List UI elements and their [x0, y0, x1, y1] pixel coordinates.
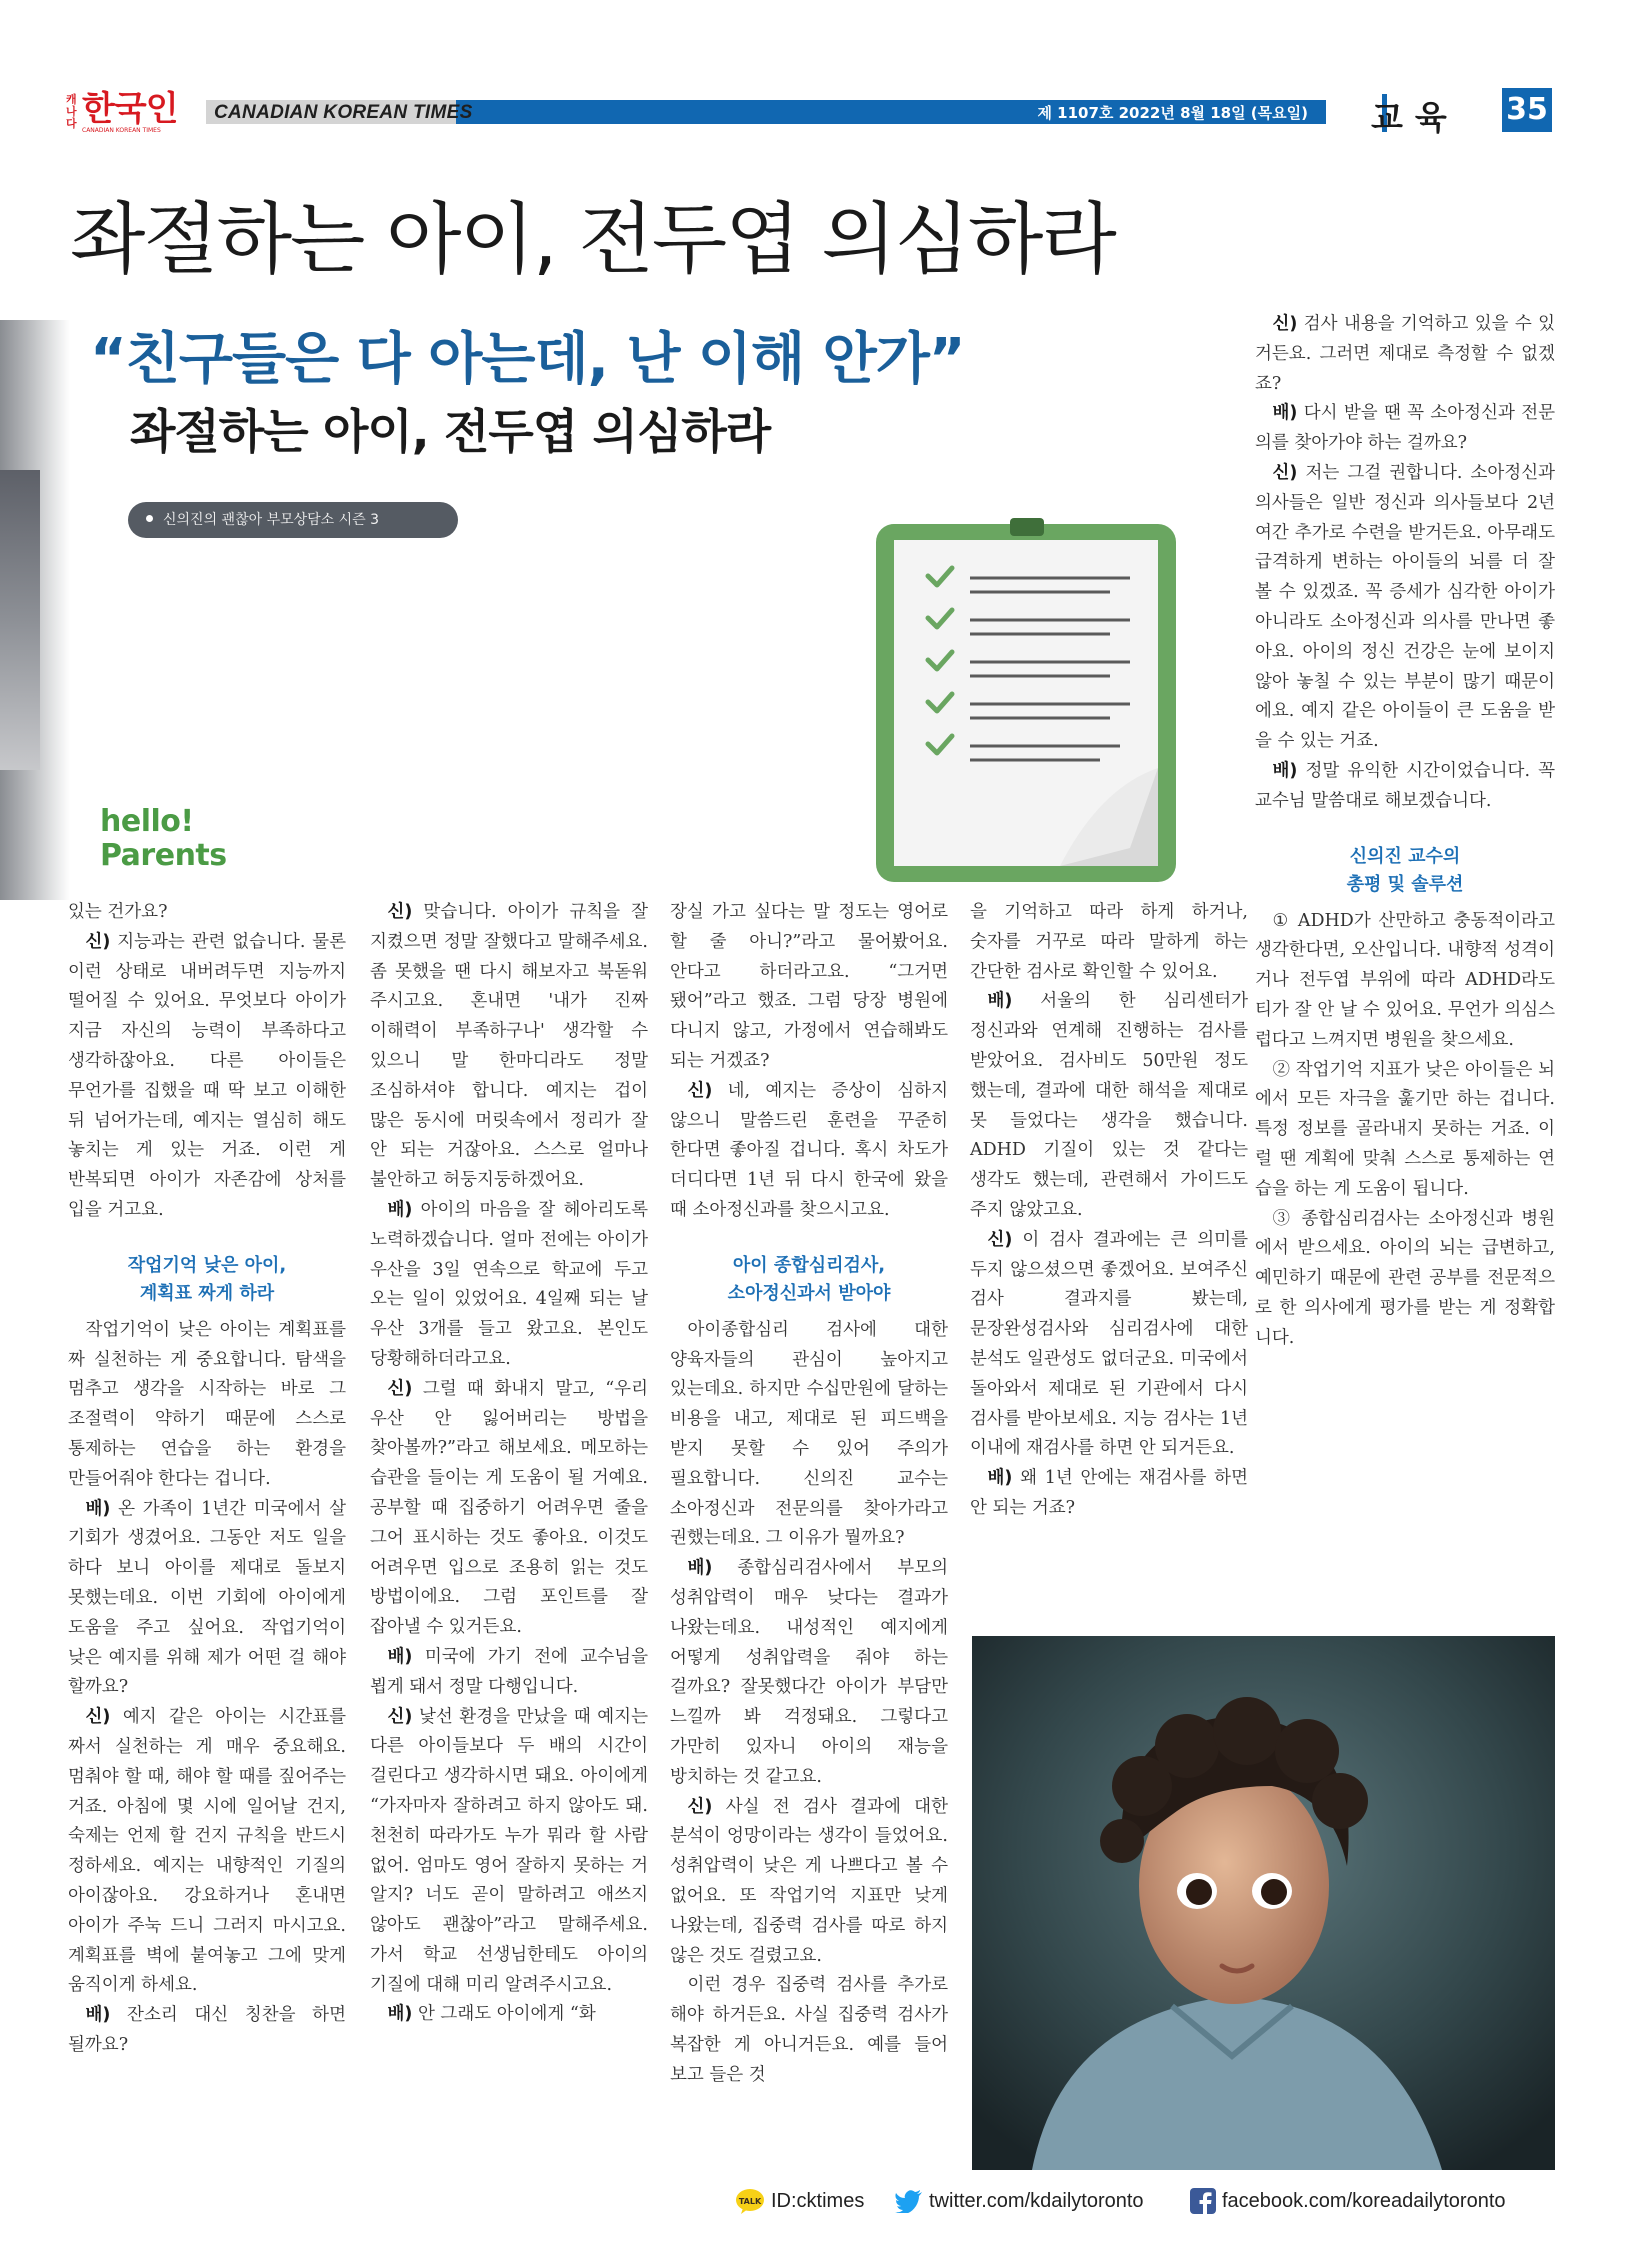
- masthead: [66, 88, 1556, 138]
- issue-date: 제 1107호 2022년 8월 18일 (목요일): [1037, 104, 1308, 122]
- subheading-line: 소아정신과서 받아야: [727, 1282, 891, 1304]
- series-label: 신의진의 괜찮아 부모상담소 시즌 3: [163, 512, 380, 528]
- speaker-shin: 신): [387, 1378, 413, 1399]
- paragraph-text: 사실 전 검사 결과에 대한 분석이 엉망이라는 생각이 들었어요. 성취압력이 낮은 게 나쁘다고 볼 수 없어요. 또 작업기억 지표만 낮게 나왔는데, 집중력 검사를 따로 하지 않은 것도 걸렸고요.: [670, 1796, 948, 1966]
- speaker-bae: 배): [1272, 760, 1298, 781]
- paragraph: 을 기억하고 따라 하게 하거나, 숫자를 거꾸로 따라 말하게 하는 간단한 검사로 확인할 수 있어요.: [970, 902, 1248, 982]
- paragraph: [670, 1793, 948, 1972]
- speaker-shin: 신): [687, 1796, 713, 1817]
- parents-line: Parents: [100, 838, 227, 873]
- paragraph-text: 낯선 환경을 만났을 때 예지는 다른 아이들보다 두 배의 시간이 걸린다고 생각하시면 돼요. 아이에게 “가자마자 잘하려고 하지 않아도 돼. 천천히 따라가도 누가 뭐라 할 사람 없어. 엄마도 영어 잘하지 못하는 거 알지? 너도 곧이 말하려고 애쓰지 않아도 괜찮아”라고 말해주세요. 가서 학교 선생님한테도 아이의 기질에 대해 미리 알려주시고요.: [370, 1706, 648, 1995]
- paragraph-text: 검사 내용을 기억하고 있을 수 있거든요. 그러면 제대로 측정할 수 없겠죠?: [1255, 314, 1555, 394]
- subheading: [68, 1252, 346, 1308]
- hello-line: hello!: [100, 804, 194, 839]
- paragraph-text: 맞습니다. 아이가 규칙을 잘 지켰으면 정말 잘했다고 말해주세요. 좀 못했을 땐 다시 해보자고 북돋워 주시고요. 혼내면 '내가 진짜 이해력이 부족하구나' 생각할 수 있으니 말 한마디라도 정말 조심하셔야 합니다. 예지는 겁이 많은 동시에 머릿속에서 정리가 잘 안 되는 거잖아요. 스스로 얼마나 불안하고 허둥지둥하겠어요.: [370, 902, 648, 1191]
- paragraph: 이런 경우 집중력 검사를 추가로 해야 하거든요. 사실 집중력 검사가 복잡한 게 아니거든요. 예를 들어 보고 들은 것: [670, 1975, 948, 2085]
- solution-heading: [1255, 843, 1555, 899]
- speaker-shin: 신): [85, 1707, 111, 1728]
- article-column-5: [1255, 310, 1555, 1354]
- speaker-bae: 배): [387, 2004, 413, 2025]
- paragraph-text: 네, 예지는 증상이 심하지 않으니 말씀드린 훈련을 꾸준히 한다면 좋아질 겁니다. 혹시 차도가 더디다면 1년 뒤 다시 한국에 왔을 때 소아정신과를 찾으시고요.: [670, 1080, 948, 1220]
- paragraph-text: 종합심리검사에서 부모의 성취압력이 매우 낮다는 결과가 나왔는데요. 내성적인 예지에게 어떻게 성취압력을 줘야 하는 걸까요? 잘못했다간 아이가 부담만 느낄까 봐 걱정돼요. 그렇다고 가만히 있자니 아이의 재능을 방치하는 것 같고요.: [670, 1558, 948, 1787]
- speaker-bae: 배): [1272, 403, 1298, 424]
- header-bar: [206, 100, 1386, 124]
- paragraph-text: 예지 같은 아이는 시간표를 짜서 실천하는 게 매우 중요해요. 멈춰야 할 때, 해야 할 때를 짚어주는 거죠. 아침에 몇 시에 일어날 건지, 숙제는 언제 할 건지 규칙을 반드시 정하세요. 예지는 내향적인 기질의 아이잖아요. 강요하거나 혼내면 아이가 주눅 드니 그러지 마시고요. 계획표를 벽에 붙여놓고 그에 맞게 움직이게 하세요.: [68, 1707, 346, 1996]
- paragraph: [370, 1196, 648, 1375]
- speaker-shin: 신): [387, 902, 413, 922]
- paragraph: 있는 건가요?: [68, 902, 168, 922]
- paragraph: [68, 1495, 346, 1704]
- subheading-line: 계획표 짜게 하라: [139, 1282, 275, 1304]
- logo-prefix: 캐나다: [66, 93, 77, 130]
- speaker-bae: 배): [387, 1646, 413, 1667]
- logo-subtitle: CANADIAN KOREAN TIMES: [82, 127, 161, 134]
- kakao-id[interactable]: ID:cktimes: [771, 2190, 865, 2212]
- speaker-shin: 신): [1272, 314, 1298, 334]
- paragraph: [1255, 459, 1555, 757]
- photo-shade: [0, 470, 40, 770]
- article-column-2: [370, 898, 648, 2030]
- facebook-icon: [1190, 2188, 1216, 2214]
- article-column-4: [970, 898, 1248, 1524]
- solution-item: ③ 종합심리검사는 소아정신과 병원에서 받으세요. 아이의 뇌는 급변하고, 예민하기 때문에 관련 공부를 전문적으로 한 의사에게 평가를 받는 게 정확합니다.: [1255, 1208, 1555, 1348]
- paragraph: [970, 1464, 1248, 1524]
- paragraph: [670, 1077, 948, 1226]
- article-column-3: [670, 898, 948, 2090]
- subheading-line: 총평 및 솔루션: [1346, 873, 1464, 895]
- speaker-bae: 배): [687, 1558, 713, 1579]
- speaker-bae: 배): [387, 1199, 413, 1220]
- paragraph: [1255, 310, 1555, 399]
- paragraph: 장실 가고 싶다는 말 정도는 영어로 할 줄 아니?”라고 물어봤어요. 안다고 하더라고요. “그거면 됐어”라고 했죠. 그럼 당장 병원에 다니지 않고, 가정에서 연습해봐도 되는 거겠죠?: [670, 902, 948, 1071]
- bullet-icon: [146, 515, 153, 522]
- newspaper-logo: [66, 90, 190, 136]
- speaker-shin: 신): [987, 1229, 1013, 1250]
- paragraph-text: 그럴 때 화내지 말고, “우리 우산 안 잃어버리는 방법을 찾아볼까?”라고 해보세요. 메모하는 습관을 들이는 게 도움이 될 거예요. 공부할 때 집중하기 어려우면 줄을 그어 표시하는 것도 좋아요. 이것도 어려우면 입으로 조용히 읽는 것도 방법이에요. 그럼 포인트를 잘 잡아낼 수 있거든요.: [370, 1378, 648, 1638]
- paragraph-text: 이 검사 결과에는 큰 의미를 두지 않으셨으면 좋겠어요. 보여주신 검사 결과지를 봤는데, 문장완성검사와 심리검사에 대한 분석도 일관성도 없더군요. 미국에서 돌아와서 제대로 된 기관에서 다시 검사를 받아보세요. 지능 검사는 1년 이내에 재검사를 하면 안 되거든요.: [970, 1229, 1248, 1459]
- banner-quote: “친구들은 다 아는데, 난 이해 안가”: [90, 327, 965, 392]
- page-headline: 좌절하는 아이, 전두엽 의심하라: [70, 195, 1115, 285]
- child-portrait-photo: [972, 1636, 1555, 2170]
- speaker-shin: 신): [687, 1080, 713, 1101]
- paragraph-text: 잔소리 대신 칭찬을 하면 될까요?: [68, 2005, 346, 2055]
- paper-name: CANADIAN KOREAN TIMES: [214, 102, 473, 123]
- twitter-icon: [895, 2189, 923, 2213]
- paragraph: [970, 1226, 1248, 1464]
- subheading-line: 아이 종합심리검사,: [732, 1254, 886, 1276]
- paragraph-text: 지능과는 관련 없습니다. 물론 이런 상태로 내버려두면 지능까지 떨어질 수 있어요. 무엇보다 아이가 지금 자신의 능력이 부족하다고 생각하잖아요. 다른 아이들은 무언가를 집했을 때 딱 보고 이해한 뒤 넘어가는데, 예지는 열심히 해도 놓치는 게 있는 거죠. 이런 게 반복되면 아이가 자존감에 상처를 입을 거고요.: [68, 931, 346, 1220]
- twitter-link[interactable]: twitter.com/kdailytoronto: [929, 2190, 1144, 2212]
- clipboard-checklist-icon: [870, 518, 1200, 888]
- logo-wordmark: 한국인: [82, 89, 178, 129]
- subheading-line: 신의진 교수의: [1349, 845, 1461, 867]
- paragraph: 작업기억이 낮은 아이는 계획표를 짜 실천하는 게 중요합니다. 탐색을 멈추고 생각을 시작하는 바로 그 조절력이 약하기 때문에 스스로 통제하는 연습을 하는 환경을 만들어줘야 한다는 겁니다.: [68, 1319, 346, 1489]
- solution-item: ① ADHD가 산만하고 충동적이라고 생각한다면, 오산입니다. 내향적 성격이거나 전두엽 부위에 따라 ADHD라도 티가 잘 안 날 수 있어요. 무언가 의심스럽다고 느껴지면 병원을 찾으세요.: [1255, 910, 1555, 1050]
- paragraph: [68, 1703, 346, 2001]
- paragraph: [370, 1643, 648, 1703]
- paragraph: [970, 987, 1248, 1225]
- speaker-shin: 신): [387, 1706, 413, 1727]
- subheading: [670, 1252, 948, 1308]
- paragraph-text: 다시 받을 땐 꼭 소아정신과 전문의를 찾아가야 하는 걸까요?: [1255, 403, 1555, 454]
- page-number: 35: [1502, 88, 1552, 132]
- facebook-link[interactable]: facebook.com/koreadailytoronto: [1222, 2190, 1506, 2212]
- paragraph-text: 아이의 마음을 잘 헤아리도록 노력하겠습니다. 얼마 전에는 아이가 우산을 3일 연속으로 학교에 두고 오는 일이 있었어요. 4일째 되는 날 우산 3개를 들고 왔고요. 본인도 당황해하더라고요.: [370, 1199, 648, 1369]
- paragraph-text: 온 가족이 1년간 미국에서 살 기회가 생겼어요. 그동안 저도 일을 하다 보니 아이를 제대로 돌보지 못했는데요. 이번 기회에 아이에게 도움을 주고 싶어요. 작업기억이 낮은 예지를 위해 제가 어떤 걸 해야 할까요?: [68, 1498, 346, 1698]
- paragraph: 아이종합심리 검사에 대한 양육자들의 관심이 높아지고 있는데요. 하지만 수십만원에 달하는 비용을 내고, 제대로 된 피드백을 받지 못할 수 있어 주의가 필요합니다. 신의진 교수는 소아정신과 전문의를 찾아가라고 권했는데요. 그 이유가 뭘까요?: [670, 1319, 948, 1549]
- paragraph: [370, 1375, 648, 1643]
- paragraph: [1255, 399, 1555, 459]
- paragraph-text: 안 그래도 아이에게 “화: [412, 2004, 596, 2025]
- background-photo-strip: [0, 320, 70, 900]
- banner-subhead: 좌절하는 아이, 전두엽 의심하라: [130, 405, 771, 460]
- kakao-badge-text: TALK: [738, 2197, 762, 2206]
- kakaotalk-icon: [735, 2188, 765, 2214]
- paragraph: [68, 2001, 346, 2061]
- article-column-1: [68, 898, 346, 2061]
- paragraph-text: 미국에 가기 전에 교수님을 뵙게 돼서 정말 다행입니다.: [370, 1646, 648, 1697]
- paragraph-text: 왜 1년 안에는 재검사를 하면 안 되는 거죠?: [970, 1468, 1248, 1518]
- paragraph-text: 저는 그걸 권합니다. 소아정신과 의사들은 일반 정신과 의사들보다 2년여간 추가로 수련을 받거든요. 아무래도 급격하게 변하는 아이들의 뇌를 더 잘 볼 수 있겠죠. 꼭 증세가 심각한 아이가 아니라도 소아정신과 의사를 만나면 좋아요. 아이의 정신 건강은 눈에 보이지 않아 놓칠 수 있는 부분이 많기 때문이에요. 예지 같은 아이들이 큰 도움을 받을 수 있는 거죠.: [1255, 462, 1555, 752]
- paragraph: [370, 1703, 648, 2001]
- speaker-bae: 배): [987, 991, 1013, 1012]
- paragraph: [1255, 757, 1555, 817]
- paragraph-text: 서울의 한 심리센터가 정신과와 연계해 진행하는 검사를 받았어요. 검사비도 50만원 정도 했는데, 결과에 대한 해석을 제대로 못 들었다는 생각을 했습니다. ADHD 기질이 있는 것 같다는 생각도 했는데, 관련해서 가이드도 주지 않았고요.: [970, 991, 1248, 1220]
- section-title: 교육: [1371, 98, 1459, 137]
- paragraph: [68, 928, 346, 1226]
- speaker-bae: 배): [987, 1468, 1013, 1489]
- speaker-shin: 신): [1272, 462, 1298, 483]
- paragraph: [370, 2000, 648, 2030]
- subheading-line: 작업기억 낮은 아이,: [127, 1254, 287, 1276]
- paragraph-text: 정말 유익한 시간이었습니다. 꼭 교수님 말씀대로 해보겠습니다.: [1255, 760, 1555, 811]
- paragraph: [670, 1554, 948, 1792]
- speaker-bae: 배): [85, 2005, 111, 2026]
- series-badge: [128, 502, 458, 538]
- paragraph: [370, 898, 648, 1196]
- hello-parents-logo: [100, 805, 227, 873]
- solution-item: ② 작업기억 지표가 낮은 아이들은 뇌에서 모든 자극을 훑기만 하는 겁니다. 특정 정보를 골라내지 못하는 거죠. 이럴 땐 계획에 맞춰 스스로 통제하는 연습을 하는 게 도움이 됩니다.: [1255, 1059, 1555, 1199]
- speaker-bae: 배): [85, 1498, 111, 1519]
- speaker-shin: 신): [85, 931, 111, 952]
- social-footer: [735, 2184, 1555, 2222]
